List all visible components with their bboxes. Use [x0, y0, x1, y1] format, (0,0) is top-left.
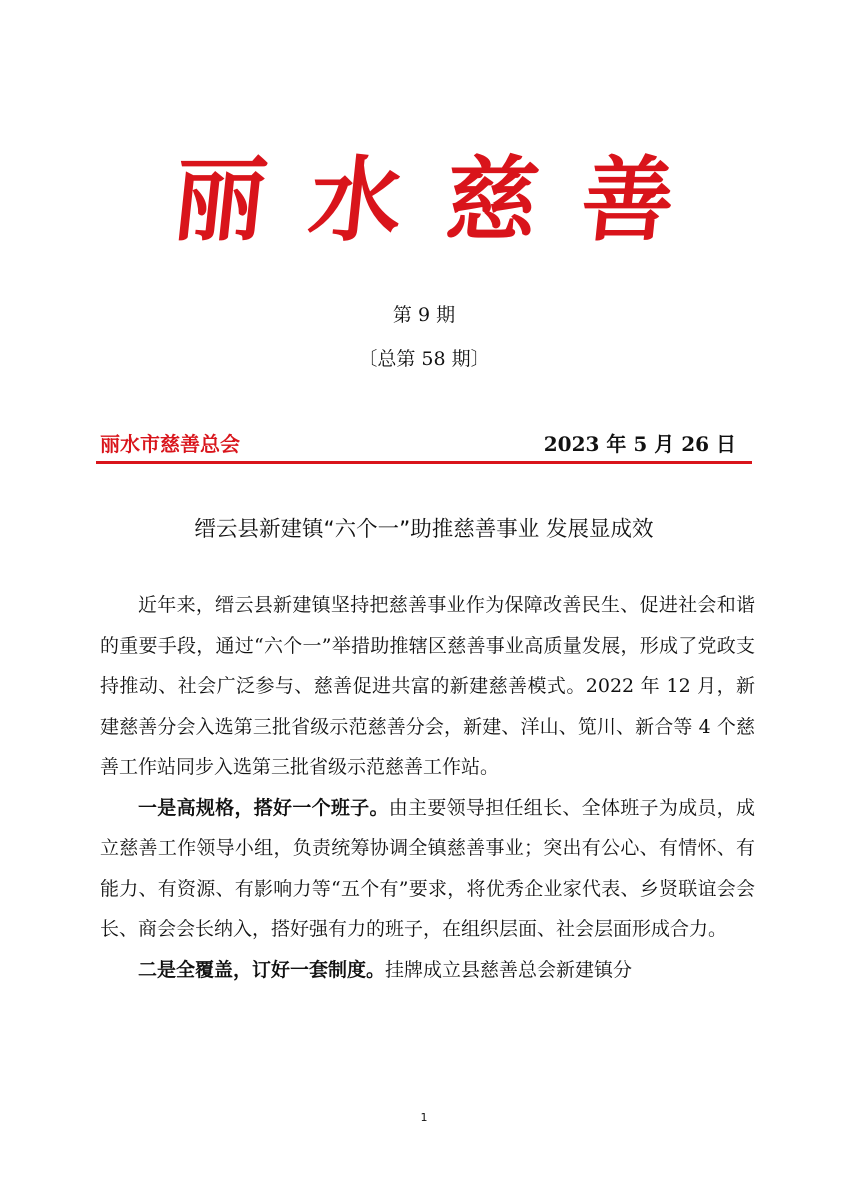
point-2-lead: 二是全覆盖，订好一套制度。	[138, 958, 386, 981]
publisher-name: 丽水市慈善总会	[100, 432, 240, 456]
publish-date: 2023 年 5 月 26 日	[543, 432, 736, 456]
point-2-text: 挂牌成立县慈善总会新建镇分	[385, 958, 633, 981]
paragraph-point-2	[100, 950, 755, 991]
page-number: 1	[420, 1111, 428, 1124]
point-1-lead: 一是高规格，搭好一个班子。	[138, 796, 389, 819]
paragraph-point-1	[100, 788, 755, 950]
issue-number: 第 9 期	[392, 304, 456, 326]
masthead	[0, 140, 848, 260]
header-divider	[96, 461, 752, 464]
point-1-text: 由主要领导担任组长、全体班子为成员，成立慈善工作领导小组，负责统筹协调全镇慈善事业；突出有公心、有情怀、有能力、有资源、有影响力等“五个有”要求，将优秀企业家代表、乡贤联谊会会长、商会会长纳入，搭好强有力的班子，在组织层面、社会层面形成合力。	[100, 796, 755, 940]
issue-total: 〔总第 58 期〕	[358, 348, 490, 370]
masthead-title: 丽水慈善	[168, 146, 724, 254]
article-headline: 缙云县新建镇“六个一”助推慈善事业 发展显成效	[194, 517, 654, 542]
article-body	[100, 585, 755, 990]
paragraph-intro: 近年来，缙云县新建镇坚持把慈善事业作为保障改善民生、促进社会和谐的重要手段，通过“六个一”举措助推辖区慈善事业高质量发展，形成了党政支持推动、社会广泛参与、慈善促进共富的新建慈善模式。2022 年 12 月，新建慈善分会入选第三批省级示范慈善分会，新建、洋山、笕川、新合等 4 个慈善工作站同步入选第三批省级示范慈善工作站。	[100, 594, 755, 778]
